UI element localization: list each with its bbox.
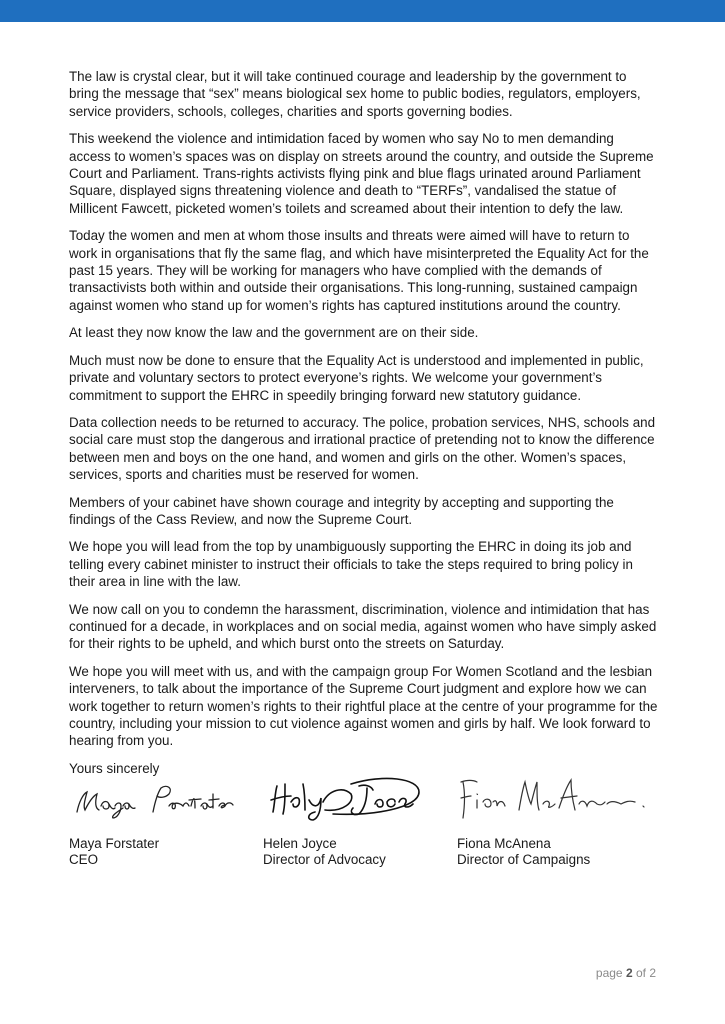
signatory-role: Director of Advocacy	[263, 852, 386, 867]
paragraph: The law is crystal clear, but it will take continued courage and leadership by the government to bring the message that “sex” means biological sex home to public bodies, regulators, employers, service providers, schools, colleges, charities and sports governing bodies.	[69, 69, 641, 119]
paragraph: Data collection needs to be returned to accuracy. The police, probation services, NHS, schools and social care must stop the dangerous and irrational practice of pretending not to know the difference between men and boys on the one hand, and women and girls on the other. Women’s spaces, services, sports and charities must be reserved for women.	[69, 414, 656, 483]
page-number	[596, 966, 656, 980]
signatory-name: Helen Joyce	[263, 836, 337, 851]
signatory-role: Director of Campaigns	[457, 852, 591, 867]
paragraph: Today the women and men at whom those insults and threats were aimed will have to return to work in organisations that fly the same flag, and which have misinterpreted the Equality Act for the past 15 years. They will be working for managers who have complied with the demands of transactivists both within and outside their organisations. This long-running, sustained campaign against women who stand up for women’s rights has captured institutions around the country.	[69, 228, 649, 313]
paragraph: At least they now know the law and the government are on their side.	[69, 325, 479, 341]
signature-fiona-mcanena	[457, 772, 657, 824]
paragraph: This weekend the violence and intimidation faced by women who say No to men demanding access to women’s spaces was on display on streets around the country, and outside the Supreme Court and Parliament. Trans-rights activists flying pink and blue flags urinated around Parliament Square, displayed signs threatening violence and death to “TERFs”, vandalised the statue of Millicent Fawcett, picketed women’s toilets and screamed about their intention to defy the law.	[69, 131, 654, 216]
signatory-2	[263, 772, 453, 867]
signatory-role: CEO	[69, 852, 99, 867]
paragraph: We now call on you to condemn the harassment, discrimination, violence and intimidation that has continued for a decade, in workplaces and on social media, against women who have simply asked for their rights to be upheld, and which burst onto the streets on Saturday.	[69, 601, 657, 652]
paragraph: We hope you will lead from the top by unambiguously supporting the EHRC in doing its job and telling every cabinet minister to instruct their officials to take the steps required to bring policy in their area in line with the law.	[69, 539, 633, 590]
signatory-3	[457, 772, 647, 867]
paragraph: Members of your cabinet have shown courage and integrity by accepting and supporting the findings of the Cass Review, and now the Supreme Court.	[69, 494, 614, 527]
signatory-name: Fiona McAnena	[457, 836, 551, 851]
letter-body	[69, 68, 659, 787]
header-bar	[0, 0, 725, 22]
signature-maya-forstater	[69, 772, 239, 820]
signature-helen-joyce	[263, 772, 443, 826]
page-total: of 2	[635, 966, 656, 980]
signatures	[69, 772, 669, 872]
signatory-1	[69, 772, 259, 867]
signatory-name: Maya Forstater	[69, 836, 160, 851]
paragraph: We hope you will meet with us, and with the campaign group For Women Scotland and the lesbian interveners, to talk about the importance of the Supreme Court judgment and explore how we can work together to return women’s rights to their rightful place at the centre of your programme for the country, including your mission to cut violence against women and girls by half. We look forward to hearing from you.	[69, 663, 658, 749]
paragraph: Much must now be done to ensure that the Equality Act is understood and implemented in public, private and voluntary sectors to protect everyone’s rights. We welcome your government’s commitment to support the EHRC in speedily bringing forward new statutory guidance.	[69, 352, 644, 403]
closing: Yours sincerely	[69, 760, 160, 776]
page-prefix: page	[595, 966, 623, 980]
page-current: 2	[625, 966, 633, 980]
